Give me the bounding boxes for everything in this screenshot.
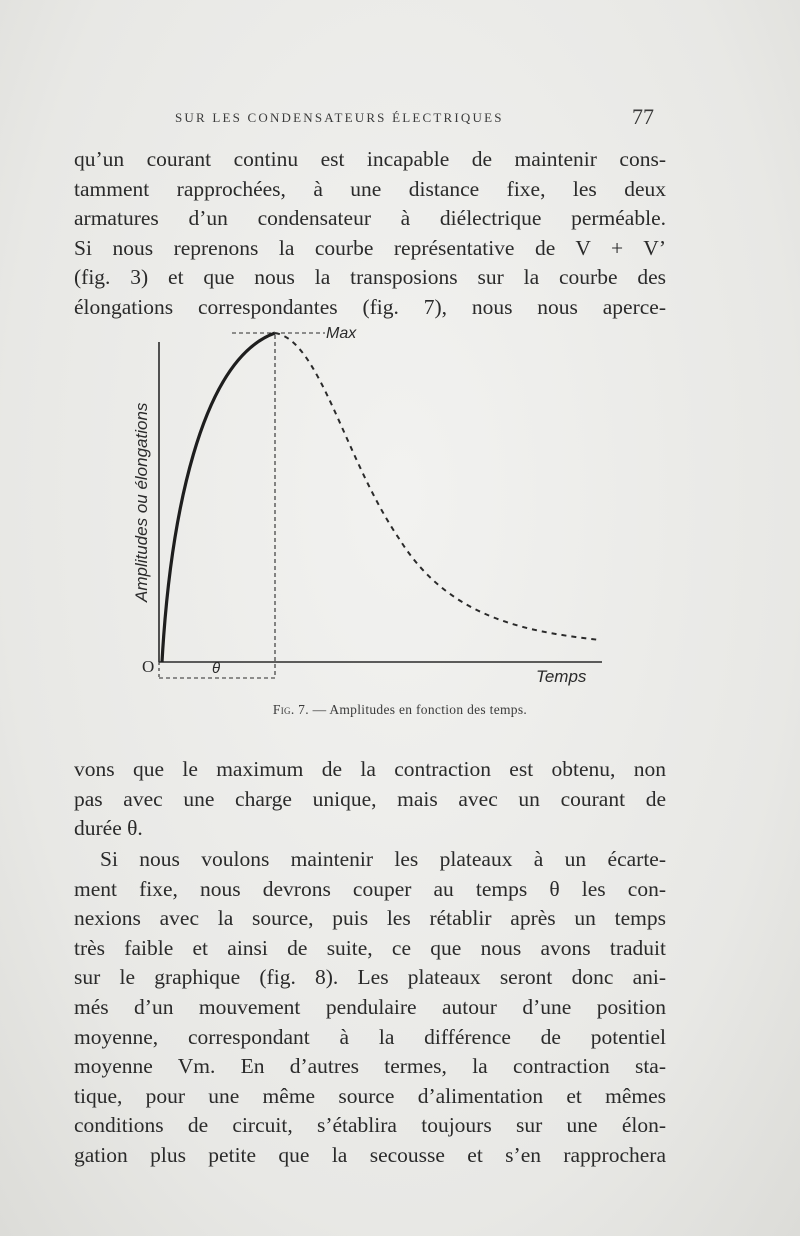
text-line: tique, pour une même source d’alimentation et mêmes xyxy=(74,1083,666,1108)
text-line: élongations correspondantes (fig. 7), nous nous aperce- xyxy=(74,294,666,319)
text-line: pas avec une charge unique, mais avec un courant de xyxy=(74,786,666,811)
text-line: vons que le maximum de la contraction est obtenu, non xyxy=(74,757,666,781)
paragraph-mid xyxy=(74,755,666,844)
max-label: Max xyxy=(326,325,357,342)
text-line: Si nous reprenons la courbe représentative de V + V’ xyxy=(74,235,666,260)
text-line: gation plus petite que la secousse et s’en rapprochera xyxy=(74,1142,666,1167)
page-number: 77 xyxy=(632,104,654,129)
text-line: très faible et ainsi de suite, ce que nous avons traduit xyxy=(74,935,666,960)
text-line: ment fixe, nous devrons couper au temps θ les con- xyxy=(74,876,666,901)
figure-caption xyxy=(0,702,800,718)
text-line: moyenne, correspondant à la différence de potentiel xyxy=(74,1024,666,1049)
text-line: sur le graphique (fig. 8). Les plateaux seront donc ani- xyxy=(74,965,666,990)
figure-7 xyxy=(110,320,630,700)
theta-label: θ xyxy=(212,660,221,677)
running-title: SUR LES CONDENSATEURS ÉLECTRIQUES xyxy=(175,110,504,125)
rising-curve xyxy=(162,333,275,662)
text-line: tamment rapprochées, à une distance fixe, les deux xyxy=(74,176,666,201)
figure-caption-label: Fig. 7. xyxy=(272,702,309,717)
y-axis-label: Amplitudes ou élongations xyxy=(132,402,151,602)
text-line: moyenne Vm. En d’autres termes, la contraction sta- xyxy=(74,1054,666,1079)
text-line: (fig. 3) et que nous la transposions sur la courbe des xyxy=(74,265,666,290)
decay-curve xyxy=(275,333,600,640)
origin-label: O xyxy=(142,657,155,676)
text-line: durée θ. xyxy=(74,816,143,841)
text-line: Si nous voulons maintenir les plateaux à un écarte- xyxy=(100,847,666,871)
text-line: més d’un mouvement pendulaire autour d’une position xyxy=(74,994,666,1019)
page-header xyxy=(0,104,800,134)
paragraph-bottom xyxy=(74,845,666,1171)
text-line: conditions de circuit, s’établira toujours sur une élon- xyxy=(74,1113,666,1138)
text-line: nexions avec la source, puis les rétablir après un temps xyxy=(74,906,666,931)
paragraph-top xyxy=(74,145,666,323)
text-line: armatures d’un condensateur à diélectrique perméable. xyxy=(74,206,666,231)
figure-caption-text: — Amplitudes en fonction des temps. xyxy=(312,702,528,717)
x-axis-label: Temps xyxy=(536,667,587,686)
text-line: qu’un courant continu est incapable de maintenir cons- xyxy=(74,147,666,171)
